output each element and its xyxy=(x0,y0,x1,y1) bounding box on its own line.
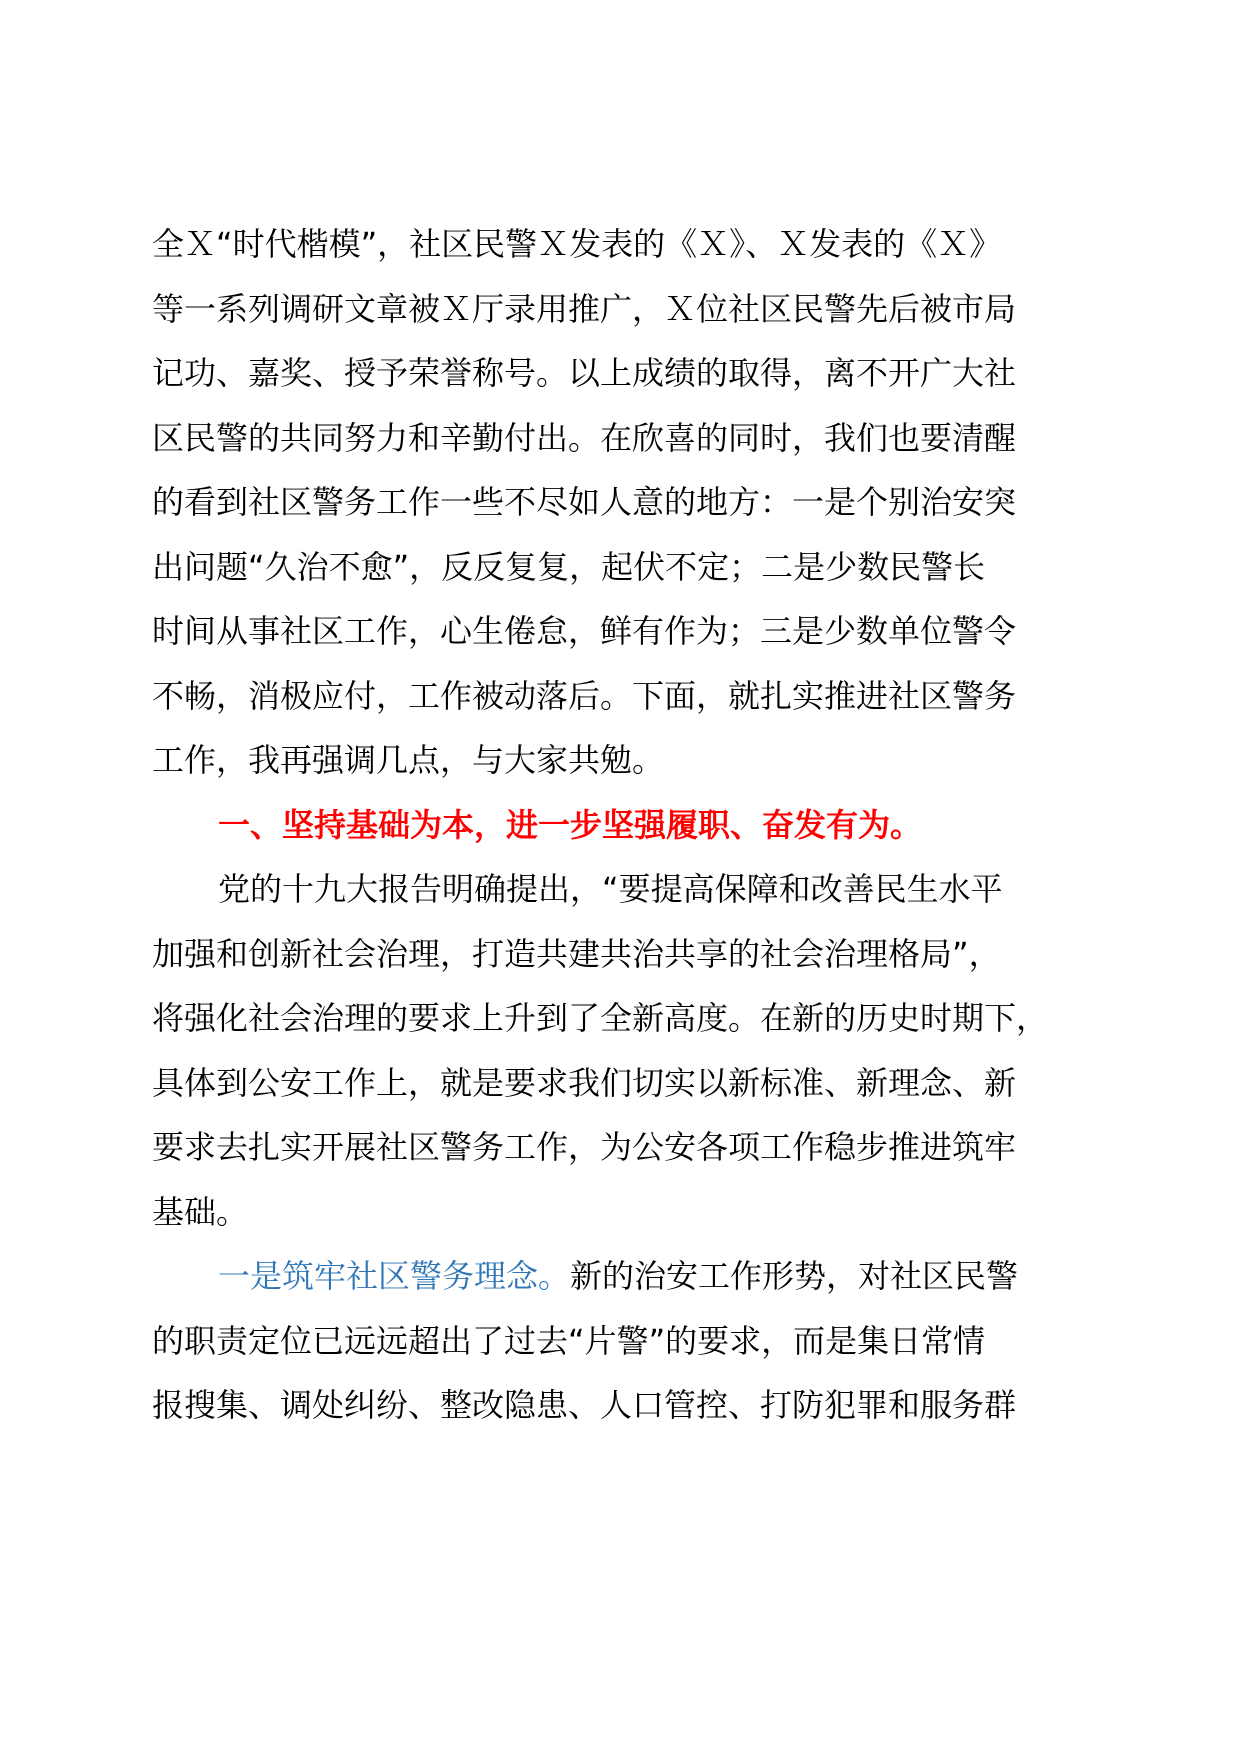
text-line xyxy=(152,1244,1082,1309)
text-line: 报搜集、调处纠纷、整改隐患、人口管控、打防犯罪和服务群 xyxy=(152,1386,1017,1424)
paragraph-1 xyxy=(152,212,1082,793)
text-line: 出问题“久治不愈”，反反复复，起伏不定；二是少数民警长 xyxy=(152,547,986,586)
text-line: 党的十九大报告明确提出，“要提高保障和改善民生水平 xyxy=(218,870,1003,908)
text-line: 工作，我再强调几点，与大家共勉。 xyxy=(152,741,665,779)
text-line: 基础。 xyxy=(152,1192,249,1231)
paragraph-3 xyxy=(152,1244,1082,1438)
section-heading-text: 一、坚持基础为本，进一步坚强履职、奋发有为。 xyxy=(218,805,923,844)
paragraph-2 xyxy=(152,857,1082,1244)
text-line: 不畅，消极应付，工作被动落后。下面，就扎实推进社区警务 xyxy=(152,676,1017,715)
text-line: 将强化社会治理的要求上升到了全新高度。在新的历史时期下， xyxy=(152,999,1049,1037)
text-line: 加强和创新社会治理，打造共建共治共享的社会治理格局”， xyxy=(152,934,1001,973)
text-span: 新的治安工作形势，对社区民警 xyxy=(570,1257,1019,1295)
text-line: 记功、嘉奖、授予荣誉称号。以上成绩的取得，离不开广大社 xyxy=(152,354,1017,392)
text-line: 区民警的共同努力和辛勤付出。在欣喜的同时，我们也要清醒 xyxy=(152,418,1017,457)
text-line: 全Ｘ“时代楷模”，社区民警Ｘ发表的《Ｘ》、Ｘ发表的《Ｘ》 xyxy=(152,225,1002,263)
text-line: 具体到公安工作上，就是要求我们切实以新标准、新理念、新 xyxy=(152,1063,1017,1102)
text-line: 时间从事社区工作，心生倦怠，鲜有作为；三是少数单位警令 xyxy=(152,612,1017,650)
section-heading xyxy=(152,793,1082,858)
text-line: 的职责定位已远远超出了过去“片警”的要求，而是集日常情 xyxy=(152,1321,986,1360)
text-line: 等一系列调研文章被Ｘ厅录用推广，Ｘ位社区民警先后被市局 xyxy=(152,289,1017,328)
text-line: 要求去扎实开展社区警务工作，为公安各项工作稳步推进筑牢 xyxy=(152,1128,1017,1166)
text-line: 的看到社区警务工作一些不尽如人意的地方：一是个别治安突 xyxy=(152,483,1017,521)
subsection-heading: 一是筑牢社区警务理念。 xyxy=(218,1257,571,1295)
document-body xyxy=(152,212,1082,1438)
